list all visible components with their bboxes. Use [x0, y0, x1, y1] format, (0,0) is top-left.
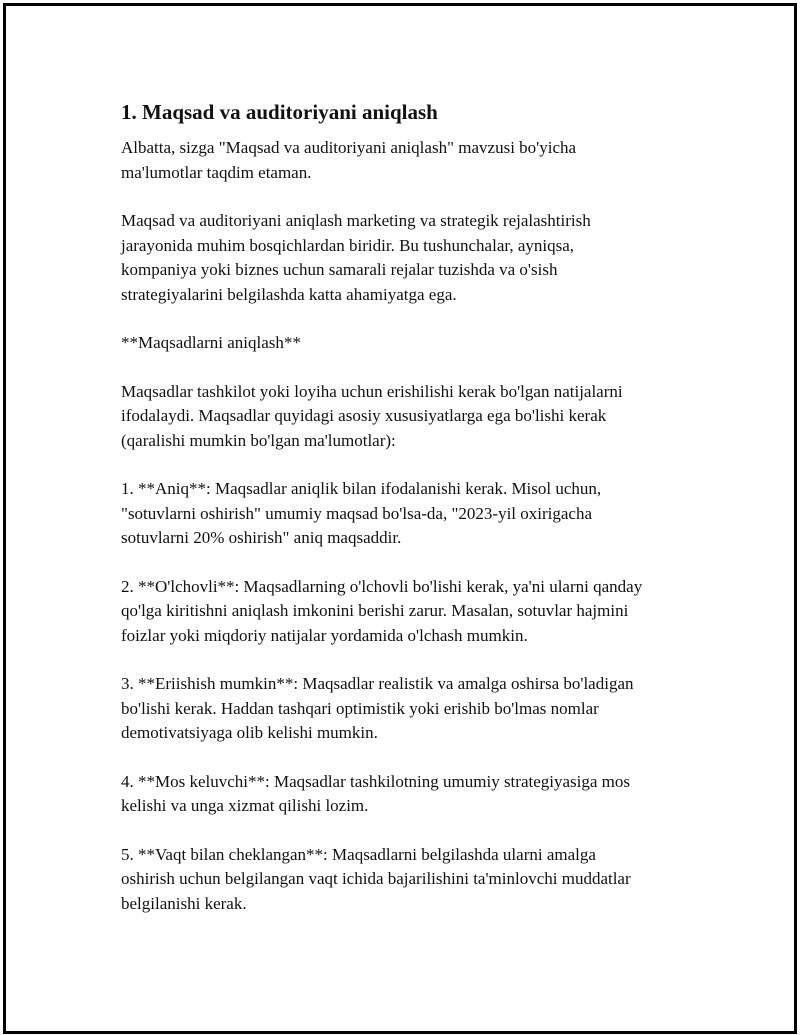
list-item-specific: 1. **Aniq**: Maqsadlar aniqlik bilan ifodalanishi kerak. Misol uchun, "sotuvlarni oshirish" umumiy maqsad bo'lsa-da, "2023-yil oxirigacha sotuvlarni 20% oshirish" aniq maqsaddir.	[121, 479, 602, 547]
paragraph-goals-definition: Maqsadlar tashkilot yoki loyiha uchun erishilishi kerak bo'lgan natijalarni ifodalaydi. Maqsadlar quyidagi asosiy xususiyatlarga ega bo'lishi kerak (qaralishi mumkin bo'lgan ma'lumotlar):	[121, 381, 623, 450]
page-title: 1. Maqsad va auditoriyani aniqlash	[121, 100, 438, 124]
paragraph-overview: Maqsad va auditoriyani aniqlash marketing va strategik rejalashtirish jarayonida muhim bosqichlardan biridir. Bu tushunchalar, ayniqsa, kompaniya yoki biznes uchun samarali rejalar tuzishda va o'sish strategiyalarini belgilashda katta ahamiyatga ega.	[121, 211, 591, 304]
section-heading-goals: **Maqsadlarni aniqlash**	[121, 333, 301, 352]
list-item-measurable: 2. **O'lchovli**: Maqsadlarning o'lchovli bo'lishi kerak, ya'ni ularni qanday qo'lga kiritishni aniqlash imkonini berishi zarur. Masalan, sotuvlar hajmini foizlar yoki miqdoriy natijalar yordamida o'lchash mumkin.	[121, 576, 643, 645]
paragraph-intro: Albatta, sizga "Maqsad va auditoriyani aniqlash" mavzusi bo'yicha ma'lumotlar taqdim etaman.	[121, 138, 577, 182]
document-content	[121, 98, 721, 940]
list-item-time-bound: 5. **Vaqt bilan cheklangan**: Maqsadlarni belgilashda ularni amalga oshirish uchun belgilangan vaqt ichida bajarilishini ta'minlovchi muddatlar belgilanishi kerak.	[121, 844, 631, 913]
list-item-achievable: 3. **Eriishish mumkin**: Maqsadlar realistik va amalga oshirsa bo'ladigan bo'lishi kerak. Haddan tashqari optimistik yoki erishib bo'lmas nomlar demotivatsiyaga olib kelishi mumkin.	[121, 674, 634, 742]
document-page	[3, 3, 797, 1034]
list-item-relevant: 4. **Mos keluvchi**: Maqsadlar tashkilotning umumiy strategiyasiga mos kelishi va unga xizmat qilishi lozim.	[121, 771, 630, 815]
